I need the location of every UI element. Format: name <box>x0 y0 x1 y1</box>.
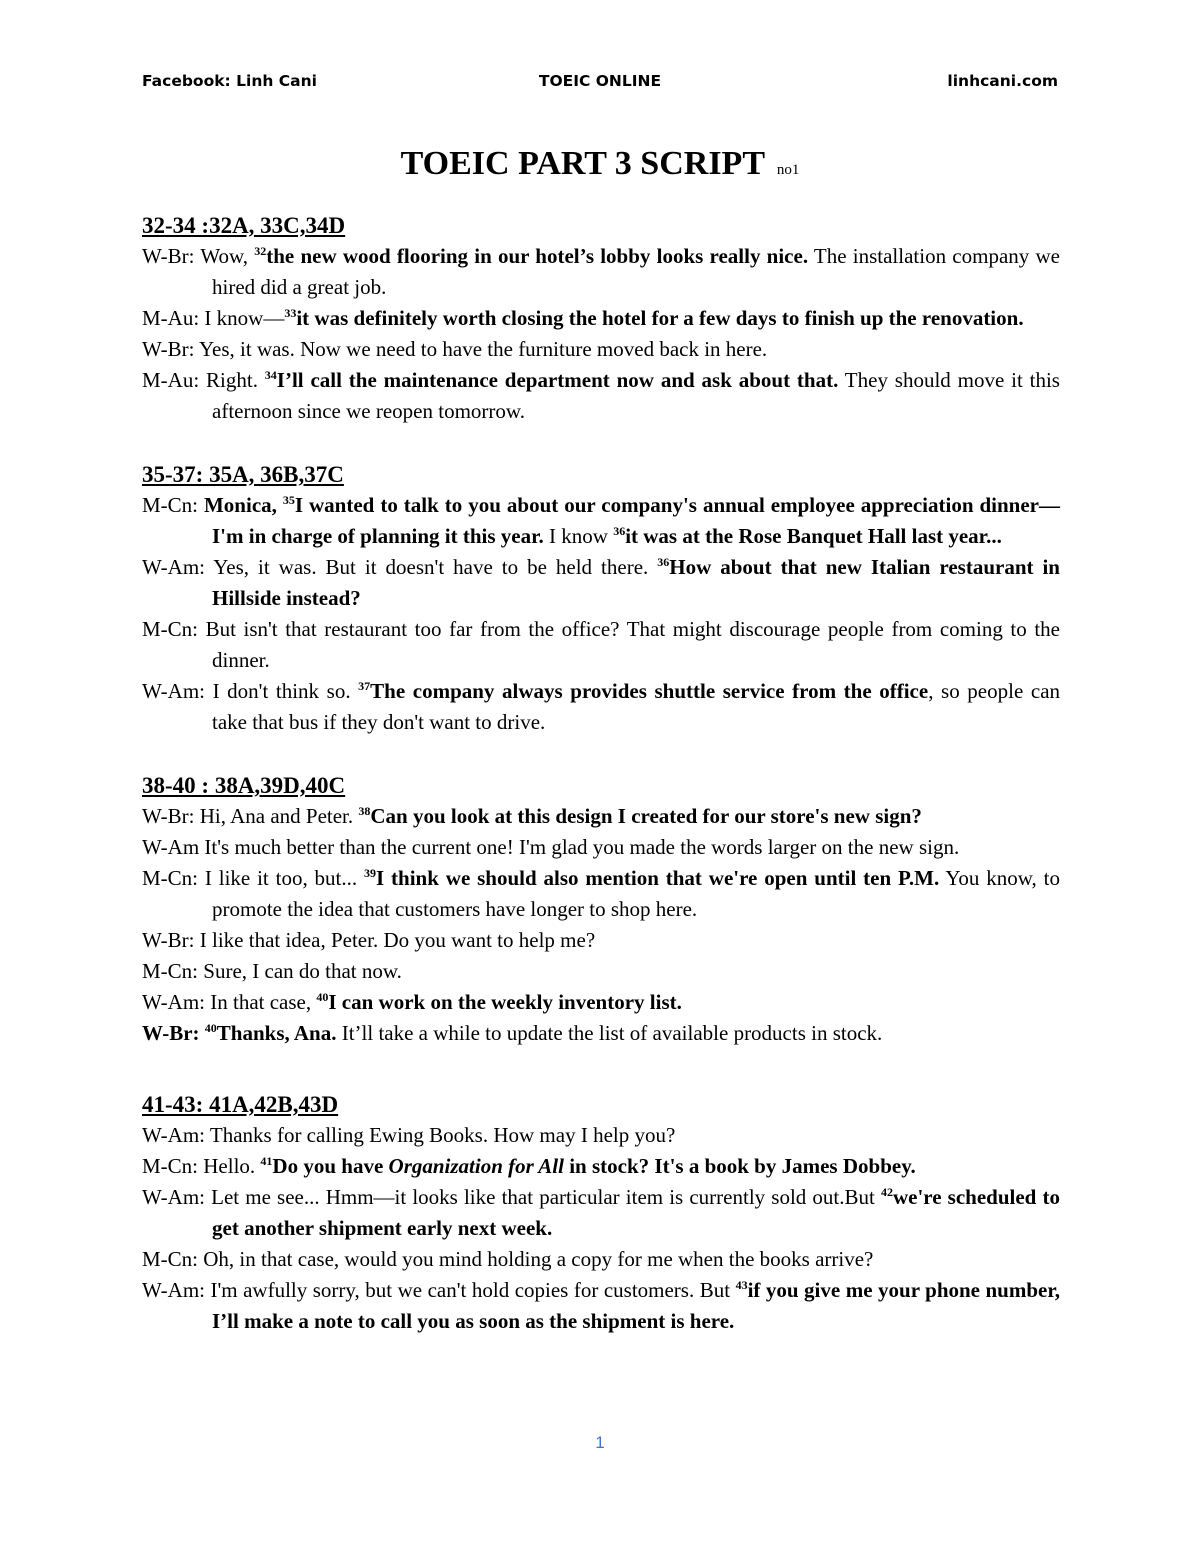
section-answer-heading: 41-43: 41A,42B,43D <box>142 1092 339 1117</box>
dialogue-text: Thanks for calling Ewing Books. How may I help you? <box>209 1123 676 1147</box>
dialogue-text: Yes, it was. But it doesn't have to be held there. <box>213 555 658 579</box>
speaker-label: W-Am: <box>142 1123 210 1147</box>
question-number: 43 <box>735 1278 748 1292</box>
answer-clue-text: it was at the Rose Banquet Hall last year... <box>625 524 1002 548</box>
answer-clue-text: I’ll call the maintenance department now and ask about that. <box>276 368 839 392</box>
dialogue-line <box>142 925 1060 956</box>
question-number: 40 <box>204 1021 217 1035</box>
speaker-label: W-Br: <box>142 1021 205 1045</box>
speaker-label: W-Am: <box>142 1278 211 1302</box>
dialogue-line <box>142 1151 1060 1182</box>
dialogue-text: , so people can take that bus if they don't want to drive. <box>212 679 1061 734</box>
answer-clue-text: the new wood flooring in our hotel’s lobby looks really nice. <box>266 244 809 268</box>
dialogue-line <box>142 956 1060 987</box>
answer-clue-text: Organization for All <box>388 1154 564 1178</box>
script-content <box>142 210 1060 1369</box>
answer-clue-text: I can work on the weekly inventory list. <box>328 990 682 1014</box>
speaker-label: M-Cn: <box>142 493 204 517</box>
header-facebook-text: Facebook: Linh Cani <box>142 72 317 90</box>
answer-clue-text: in stock? It's a book by James Dobbey. <box>563 1154 916 1178</box>
speaker-label: M-Cn: <box>142 1247 204 1271</box>
dialogue-text: I like it too, but... <box>204 866 365 890</box>
speaker-label: M-Cn: <box>142 959 204 983</box>
dialogue-line <box>142 1275 1060 1337</box>
answer-clue-text: if you give me your phone number, I’ll make a note to call you as soon as the shipment is here. <box>212 1278 1060 1333</box>
question-number: 37 <box>358 679 371 693</box>
question-number: 39 <box>364 866 377 880</box>
speaker-label: W-Br: <box>142 244 201 268</box>
speaker-label: M-Au: <box>142 306 205 330</box>
dialogue-text: I like that idea, Peter. Do you want to help me? <box>199 928 596 952</box>
dialogue-text: It’ll take a while to update the list of available products in stock. <box>336 1021 883 1045</box>
dialogue-text: You know, to promote the idea that customers have longer to shop here. <box>212 866 1060 921</box>
speaker-label: W-Am: <box>142 1185 212 1209</box>
speaker-label: M-Cn: <box>142 617 206 641</box>
page-number: 1 <box>595 1433 605 1452</box>
document-title <box>0 140 1200 194</box>
answer-clue-text: How about that new Italian restaurant in Hillside instead? <box>212 555 1060 610</box>
answer-clue-text: I wanted to talk to you about our company's annual employee appreciation dinner—I'm in charge of planning it this year. <box>212 493 1060 548</box>
answer-clue-text: I think we should also mention that we're open until ten P.M. <box>376 866 940 890</box>
dialogue-text: Yes, it was. Now we need to have the furniture moved back in here. <box>198 337 768 361</box>
section-answer-heading: 38-40 : 38A,39D,40C <box>142 773 346 798</box>
dialogue-line <box>142 1182 1060 1244</box>
question-number: 34 <box>264 368 277 382</box>
speaker-label: M-Au: <box>142 368 207 392</box>
dialogue-text: It's much better than the current one! I'm glad you made the words larger on the new sign. <box>204 835 960 859</box>
answer-clue-text: Monica, <box>203 493 283 517</box>
question-number: 36 <box>613 524 626 538</box>
question-number: 38 <box>358 804 371 818</box>
dialogue-section <box>142 1089 1060 1337</box>
question-number: 35 <box>282 493 295 507</box>
dialogue-line <box>142 863 1060 925</box>
dialogue-line <box>142 490 1060 552</box>
dialogue-line <box>142 241 1060 303</box>
answer-clue-text: Thanks, Ana. <box>216 1021 337 1045</box>
header-site-title: TOEIC ONLINE <box>538 72 662 90</box>
speaker-label: W-Am: <box>142 990 211 1014</box>
speaker-label: W-Br: <box>142 928 200 952</box>
dialogue-section <box>142 210 1060 427</box>
question-number: 36 <box>657 555 670 569</box>
dialogue-text: I know— <box>204 306 285 330</box>
dialogue-line <box>142 832 1060 863</box>
dialogue-text: Sure, I can do that now. <box>203 959 402 983</box>
answer-clue-text: Do you have <box>272 1154 389 1178</box>
dialogue-section <box>142 770 1060 1049</box>
dialogue-text: I don't think so. <box>212 679 359 703</box>
dialogue-text: I'm awfully sorry, but we can't hold copies for customers. But <box>210 1278 736 1302</box>
speaker-label: W-Am: <box>142 555 214 579</box>
dialogue-line <box>142 1018 1060 1049</box>
dialogue-text: Hello. <box>203 1154 261 1178</box>
dialogue-text: Wow, <box>200 244 255 268</box>
speaker-label: W-Br: <box>142 337 199 361</box>
dialogue-text: In that case, <box>210 990 317 1014</box>
dialogue-line <box>142 987 1060 1018</box>
document-title-main: TOEIC PART 3 SCRIPT <box>400 145 765 182</box>
question-number: 41 <box>260 1154 273 1168</box>
speaker-label: W-Br: <box>142 804 200 828</box>
section-answer-heading: 32-34 :32A, 33C,34D <box>142 213 346 238</box>
dialogue-line <box>142 1244 1060 1275</box>
dialogue-section <box>142 459 1060 738</box>
page-header <box>142 72 1058 96</box>
document-title-suffix: no1 <box>776 162 800 178</box>
dialogue-text: Hi, Ana and Peter. <box>199 804 359 828</box>
question-number: 32 <box>254 244 267 258</box>
answer-clue-text: The company always provides shuttle service from the office <box>370 679 929 703</box>
dialogue-text: Let me see... Hmm—it looks like that particular item is currently sold out.But <box>211 1185 881 1209</box>
answer-clue-text: we're scheduled to get another shipment early next week. <box>212 1185 1060 1240</box>
dialogue-line <box>142 303 1060 334</box>
dialogue-line <box>142 614 1060 676</box>
dialogue-text: The installation company we hired did a great job. <box>212 244 1060 299</box>
answer-clue-text: Can you look at this design I created for our store's new sign? <box>370 804 922 828</box>
question-number: 42 <box>880 1185 893 1199</box>
dialogue-text: But isn't that restaurant too far from the office? That might discourage people from coming to the dinner. <box>205 617 1060 672</box>
dialogue-line <box>142 552 1060 614</box>
dialogue-text: Right. <box>206 368 265 392</box>
dialogue-text: They should move it this afternoon since we reopen tomorrow. <box>212 368 1060 423</box>
speaker-label: M-Cn: <box>142 866 205 890</box>
dialogue-line <box>142 1120 1060 1151</box>
speaker-label: W-Am: <box>142 679 213 703</box>
dialogue-line <box>142 801 1060 832</box>
question-number: 33 <box>284 306 297 320</box>
dialogue-line <box>142 365 1060 427</box>
speaker-label: W-Am <box>142 835 205 859</box>
section-answer-heading: 35-37: 35A, 36B,37C <box>142 462 344 487</box>
header-website: linhcani.com <box>947 72 1058 90</box>
dialogue-text: Oh, in that case, would you mind holding a copy for me when the books arrive? <box>203 1247 874 1271</box>
dialogue-text: I know <box>543 524 614 548</box>
question-number: 40 <box>316 990 329 1004</box>
speaker-label: M-Cn: <box>142 1154 204 1178</box>
answer-clue-text: it was definitely worth closing the hotel for a few days to finish up the renovation. <box>296 306 1024 330</box>
dialogue-line <box>142 334 1060 365</box>
dialogue-line <box>142 676 1060 738</box>
